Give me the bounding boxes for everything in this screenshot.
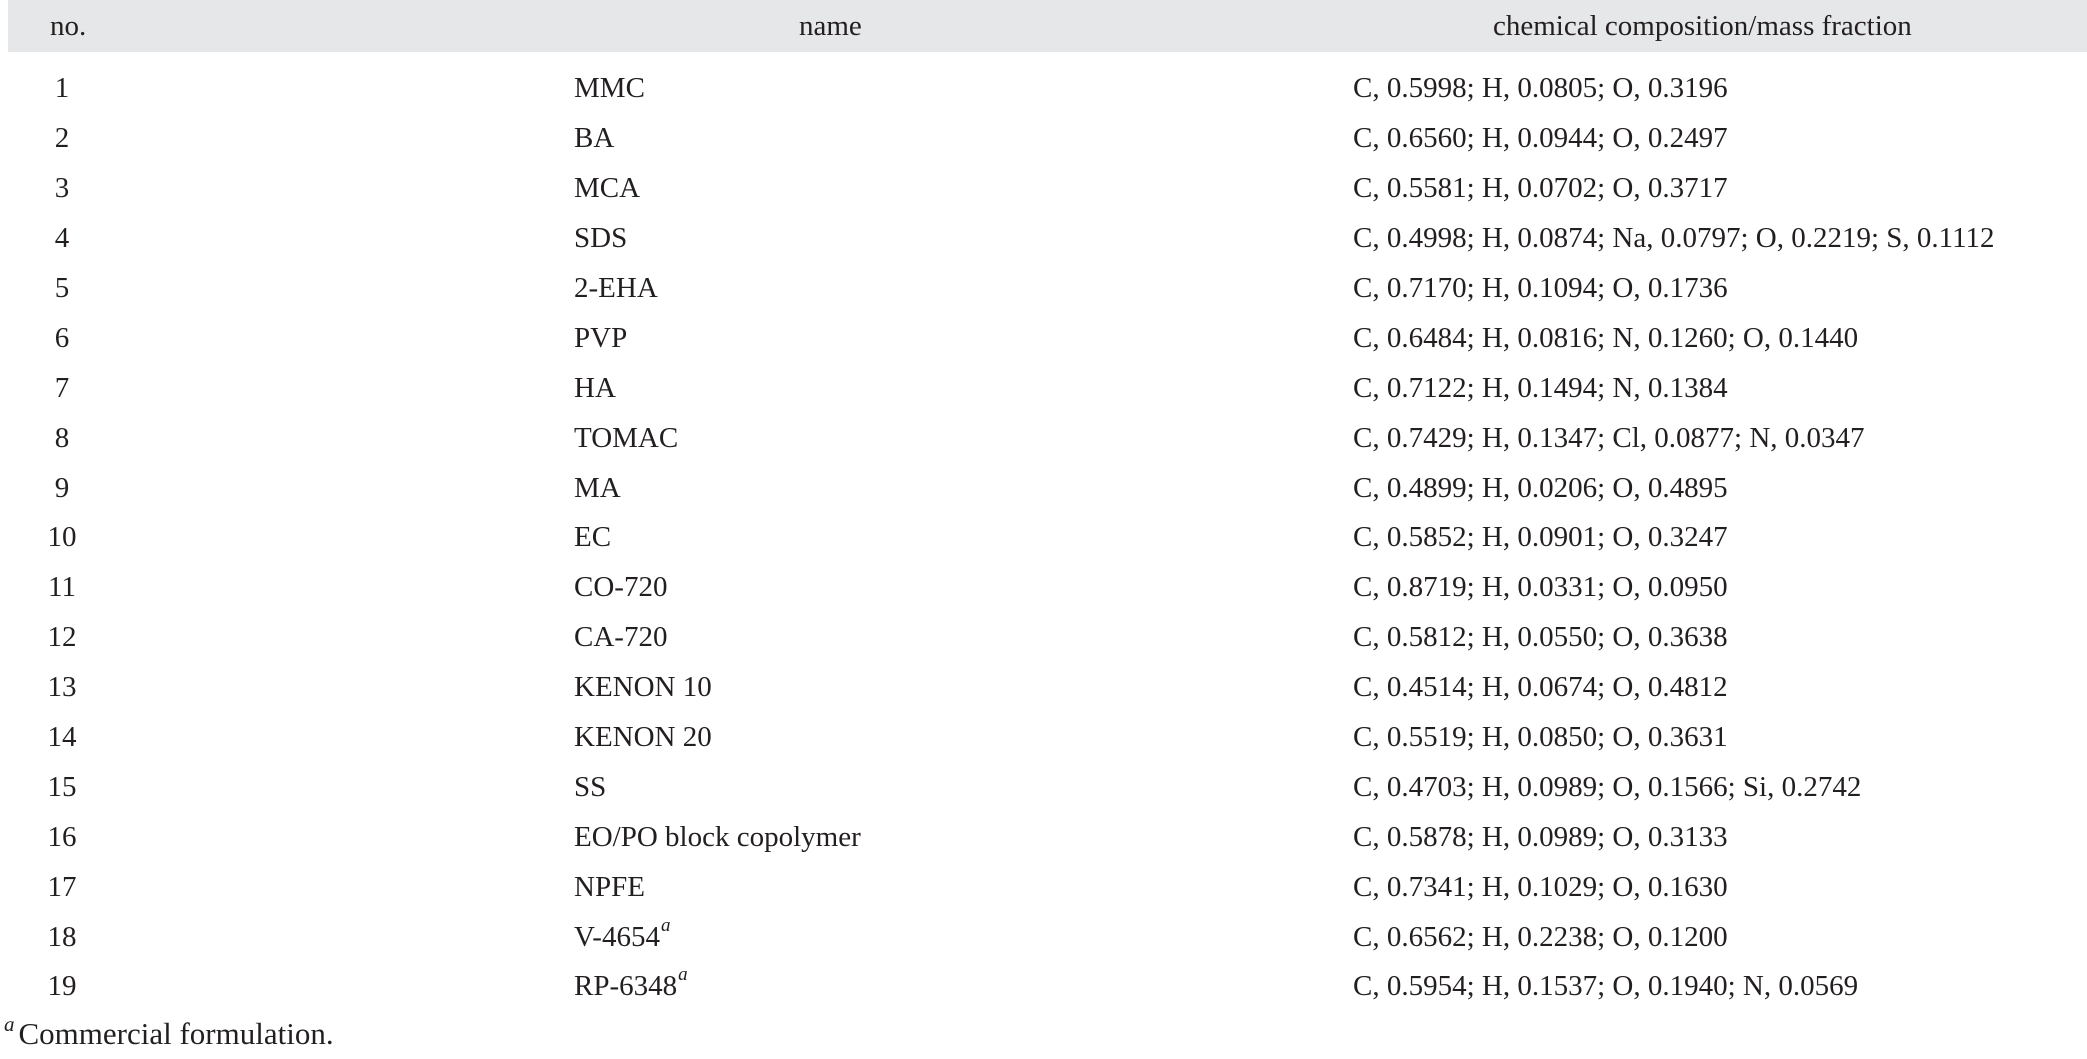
row-number: 4 bbox=[54, 222, 70, 255]
table-row bbox=[8, 962, 2087, 1012]
row-name-cell bbox=[116, 962, 1353, 1012]
row-number: 5 bbox=[54, 272, 70, 304]
row-name-cell bbox=[116, 513, 1353, 563]
table-row bbox=[8, 214, 2087, 264]
row-name: RP-6348 bbox=[574, 970, 678, 1003]
table-row bbox=[8, 164, 2087, 214]
row-name-cell bbox=[116, 52, 1353, 114]
row-composition: C, 0.6562; H, 0.2238; O, 0.1200 bbox=[1353, 920, 1728, 953]
row-composition: C, 0.4514; H, 0.0674; O, 0.4812 bbox=[1353, 671, 1728, 704]
row-name: MA bbox=[574, 471, 621, 504]
row-number: 14 bbox=[47, 721, 77, 754]
row-composition: C, 0.5998; H, 0.0805; O, 0.3196 bbox=[1353, 72, 1728, 105]
table-row bbox=[8, 563, 2087, 613]
row-number: 11 bbox=[48, 571, 76, 604]
row-name: V-4654 bbox=[574, 920, 660, 953]
table-row bbox=[8, 513, 2087, 563]
row-name-cell bbox=[116, 613, 1353, 663]
row-number: 1 bbox=[54, 72, 70, 105]
row-composition: C, 0.5581; H, 0.0702; O, 0.3717 bbox=[1353, 172, 1728, 205]
row-composition: C, 0.5852; H, 0.0901; O, 0.3247 bbox=[1353, 521, 1728, 554]
footnote-mark: a bbox=[4, 1012, 15, 1036]
row-composition: C, 0.7429; H, 0.1347; Cl, 0.0877; N, 0.0347 bbox=[1353, 421, 1865, 454]
row-composition: C, 0.7341; H, 0.1029; O, 0.1630 bbox=[1353, 870, 1728, 903]
row-name: CA-720 bbox=[574, 621, 668, 654]
row-name-cell bbox=[116, 812, 1353, 862]
table-row bbox=[8, 762, 2087, 812]
row-name-cell bbox=[116, 762, 1353, 812]
row-composition: C, 0.5878; H, 0.0989; O, 0.3133 bbox=[1353, 820, 1728, 853]
row-composition: C, 0.4899; H, 0.0206; O, 0.4895 bbox=[1353, 471, 1728, 504]
row-name-cell bbox=[116, 164, 1353, 214]
row-composition: C, 0.7122; H, 0.1494; N, 0.1384 bbox=[1353, 371, 1728, 404]
table-row bbox=[8, 713, 2087, 763]
row-number: 16 bbox=[47, 820, 77, 853]
row-number: 10 bbox=[47, 521, 77, 554]
row-name: 2-EHA bbox=[574, 272, 658, 304]
row-name: SDS bbox=[574, 222, 628, 255]
row-name: CO-720 bbox=[574, 571, 668, 604]
row-name-cell bbox=[116, 663, 1353, 713]
table-header bbox=[8, 0, 2087, 52]
row-number: 3 bbox=[54, 172, 70, 205]
row-composition: C, 0.5812; H, 0.0550; O, 0.3638 bbox=[1353, 621, 1728, 654]
row-name: MMC bbox=[574, 72, 645, 105]
row-name: BA bbox=[574, 122, 615, 155]
row-composition: C, 0.6560; H, 0.0944; O, 0.2497 bbox=[1353, 122, 1728, 155]
footnote bbox=[4, 1012, 334, 1052]
row-name-cell bbox=[116, 713, 1353, 763]
table-row bbox=[8, 52, 2087, 114]
row-name-cell bbox=[116, 313, 1353, 363]
row-composition: C, 0.6484; H, 0.0816; N, 0.1260; O, 0.1440 bbox=[1353, 321, 1859, 354]
header-row bbox=[8, 0, 2087, 52]
composition-table-container bbox=[8, 0, 2087, 1012]
row-name: KENON 10 bbox=[574, 671, 712, 704]
row-number: 8 bbox=[54, 421, 70, 454]
table-row bbox=[8, 862, 2087, 912]
composition-table bbox=[8, 0, 2087, 1012]
table-row bbox=[8, 313, 2087, 363]
row-name-cell bbox=[116, 264, 1353, 314]
row-number: 18 bbox=[47, 920, 77, 953]
row-name-cell bbox=[116, 463, 1353, 513]
row-name-cell bbox=[116, 413, 1353, 463]
table-row bbox=[8, 663, 2087, 713]
table-row bbox=[8, 613, 2087, 663]
table-row bbox=[8, 114, 2087, 164]
row-name-cell bbox=[116, 563, 1353, 613]
row-name-cell bbox=[116, 214, 1353, 264]
row-composition: C, 0.4998; H, 0.0874; Na, 0.0797; O, 0.2219; S, 0.1112 bbox=[1353, 222, 1995, 255]
table-row bbox=[8, 912, 2087, 962]
footnote-text: Commercial formulation. bbox=[18, 1016, 334, 1051]
footnote-reference: a bbox=[660, 914, 671, 936]
row-composition: C, 0.5519; H, 0.0850; O, 0.3631 bbox=[1353, 721, 1728, 754]
row-composition: C, 0.5954; H, 0.1537; O, 0.1940; N, 0.0569 bbox=[1353, 970, 1859, 1003]
row-name-cell bbox=[116, 862, 1353, 912]
table-row bbox=[8, 264, 2087, 314]
table-row bbox=[8, 413, 2087, 463]
row-name: MCA bbox=[574, 172, 641, 205]
row-name: HA bbox=[574, 371, 616, 404]
footnote-reference: a bbox=[678, 964, 688, 986]
row-number: 7 bbox=[54, 371, 70, 404]
row-name: PVP bbox=[574, 321, 628, 354]
row-name-cell bbox=[116, 912, 1353, 962]
table-body bbox=[8, 52, 2087, 1012]
row-name: TOMAC bbox=[574, 421, 679, 454]
row-name-cell bbox=[116, 114, 1353, 164]
row-number: 9 bbox=[54, 471, 70, 504]
row-number: 12 bbox=[47, 621, 77, 654]
row-composition: C, 0.8719; H, 0.0331; O, 0.0950 bbox=[1353, 571, 1728, 604]
row-name: SS bbox=[574, 770, 607, 803]
row-name-cell bbox=[116, 363, 1353, 413]
table-row bbox=[8, 812, 2087, 862]
row-name: NPFE bbox=[574, 870, 645, 903]
row-name: KENON 20 bbox=[574, 721, 712, 754]
row-number: 15 bbox=[47, 770, 77, 803]
row-composition: C, 0.7170; H, 0.1094; O, 0.1736 bbox=[1353, 272, 1728, 304]
row-name: EC bbox=[574, 521, 612, 554]
row-number: 2 bbox=[54, 122, 70, 155]
table-row bbox=[8, 363, 2087, 413]
header-composition: chemical composition/mass fraction bbox=[1493, 9, 1912, 42]
row-number: 6 bbox=[54, 321, 70, 354]
header-no: no. bbox=[50, 9, 87, 42]
table-row bbox=[8, 463, 2087, 513]
header-name: name bbox=[799, 9, 862, 42]
row-number: 17 bbox=[47, 870, 77, 903]
row-composition: C, 0.4703; H, 0.0989; O, 0.1566; Si, 0.2742 bbox=[1353, 770, 1862, 803]
row-name: EO/PO block copolymer bbox=[574, 820, 861, 853]
row-number: 13 bbox=[47, 671, 77, 704]
row-number: 19 bbox=[47, 970, 77, 1003]
